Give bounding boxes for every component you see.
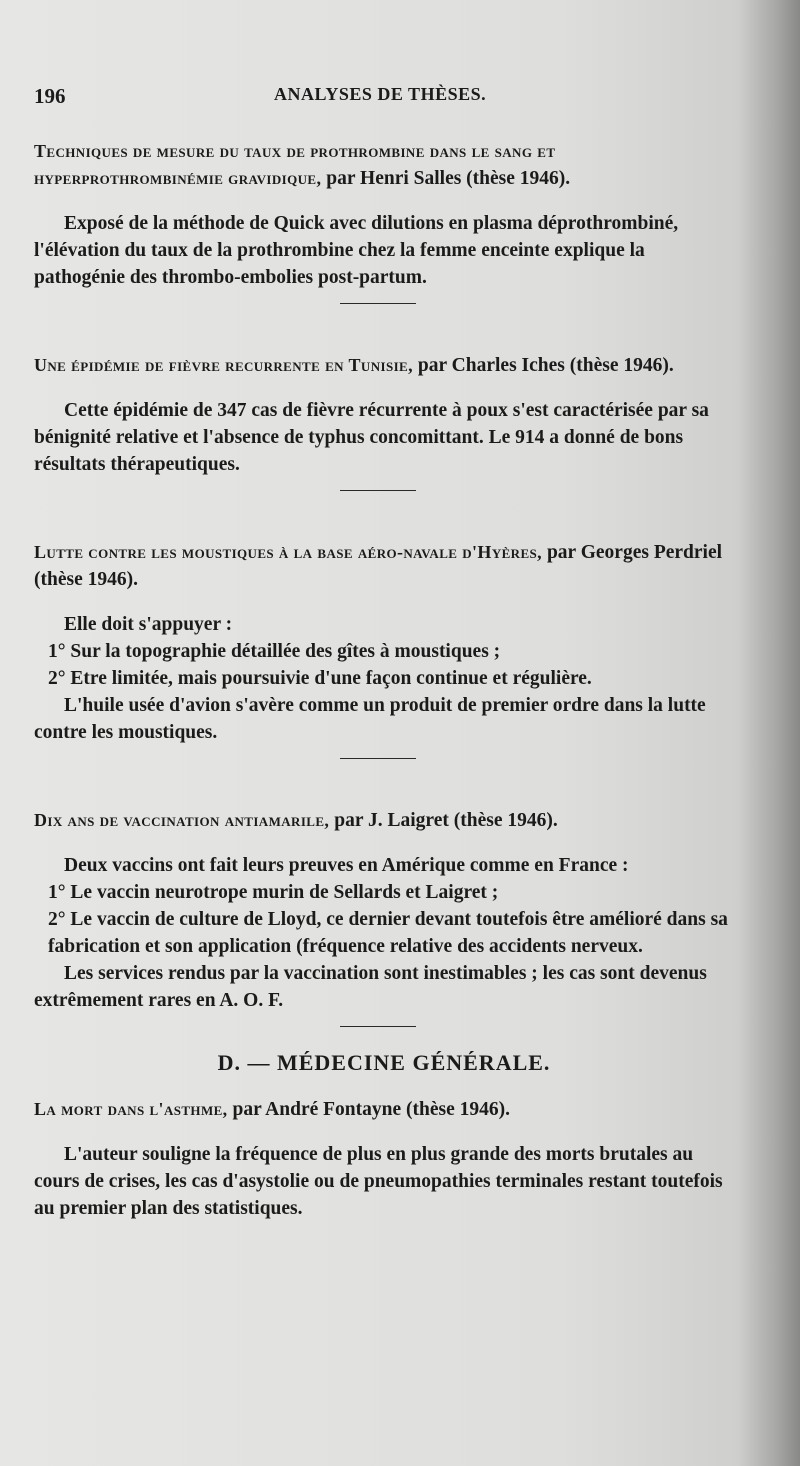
page-header: ANALYSES DE THÈSES.	[274, 84, 487, 104]
entry-title	[34, 807, 734, 834]
entry-title	[34, 352, 734, 379]
entry-title-author: par Henri Salles (thèse 1946).	[326, 168, 571, 189]
entry-title	[34, 1096, 734, 1123]
page-number: 196	[34, 84, 66, 108]
entry-title-author: par Georges Perdriel (thèse 1946).	[34, 542, 723, 590]
divider-rule	[340, 758, 416, 759]
entry-title-smallcaps: Une épidémie de fièvre recurrente en Tunisie,	[34, 355, 414, 375]
entry-intro: Elle doit s'appuyer :	[64, 614, 233, 635]
entry-paragraph: L'auteur souligne la fréquence de plus en plus grande des morts brutales au cours de crises, les cas d'asystolie ou de pneumopathies terminales restant toutefois au premier plan des statistiques.	[34, 1144, 723, 1219]
entry-title	[34, 539, 734, 593]
entry-title-author: par André Fontayne (thèse 1946).	[232, 1099, 510, 1120]
entry-list-item: 2° Le vaccin de culture de Lloyd, ce dernier devant toutefois être amélioré dans sa fabrication et son application (fréquence relative des accidents nerveux.	[48, 909, 728, 957]
page-gutter-shadow	[740, 0, 800, 1466]
running-head	[34, 84, 754, 114]
entry-list-item: 1° Sur la topographie détaillée des gîtes à moustiques ;	[48, 641, 501, 662]
entry-title	[34, 138, 734, 192]
entry-title-smallcaps: Techniques de mesure du taux de prothrombine dans le sang et hyperprothrombinémie gravidique,	[34, 141, 556, 188]
divider-rule	[340, 303, 416, 304]
entry-paragraph: L'huile usée d'avion s'avère comme un produit de premier ordre dans la lutte contre les moustiques.	[34, 695, 706, 743]
entry-title-smallcaps: Dix ans de vaccination antiamarile,	[34, 810, 330, 830]
entry-list-item: 1° Le vaccin neurotrope murin de Sellards et Laigret ;	[48, 882, 499, 903]
divider-rule	[340, 1026, 416, 1027]
entry-intro: Deux vaccins ont fait leurs preuves en Amérique comme en France :	[64, 855, 629, 876]
entry-title-author: par Charles Iches (thèse 1946).	[417, 355, 674, 376]
page-content	[34, 138, 734, 1222]
entry-title-smallcaps: Lutte contre les moustiques à la base aéro-navale d'Hyères,	[34, 542, 543, 562]
divider-rule	[340, 490, 416, 491]
entry-title-smallcaps: La mort dans l'asthme,	[34, 1099, 228, 1119]
entry-list-item: 2° Etre limitée, mais poursuivie d'une façon continue et régulière.	[48, 668, 592, 689]
entry-paragraph: Cette épidémie de 347 cas de fièvre récurrente à poux s'est caractérisée par sa bénignité relative et l'absence de typhus concomittant. Le 914 a donné de bons résultats thérapeutiques.	[34, 400, 709, 475]
entry-paragraph: Les services rendus par la vaccination sont inestimables ; les cas sont devenus extrêmement rares en A. O. F.	[34, 963, 707, 1011]
entry-paragraph: Exposé de la méthode de Quick avec dilutions en plasma déprothrombiné, l'élévation du taux de la prothrombine chez la femme enceinte explique la pathogénie des thrombo-embolies post-partum.	[34, 213, 679, 288]
entry-title-author: par J. Laigret (thèse 1946).	[334, 810, 558, 831]
section-heading: D. — MÉDECINE GÉNÉRALE.	[217, 1050, 551, 1075]
